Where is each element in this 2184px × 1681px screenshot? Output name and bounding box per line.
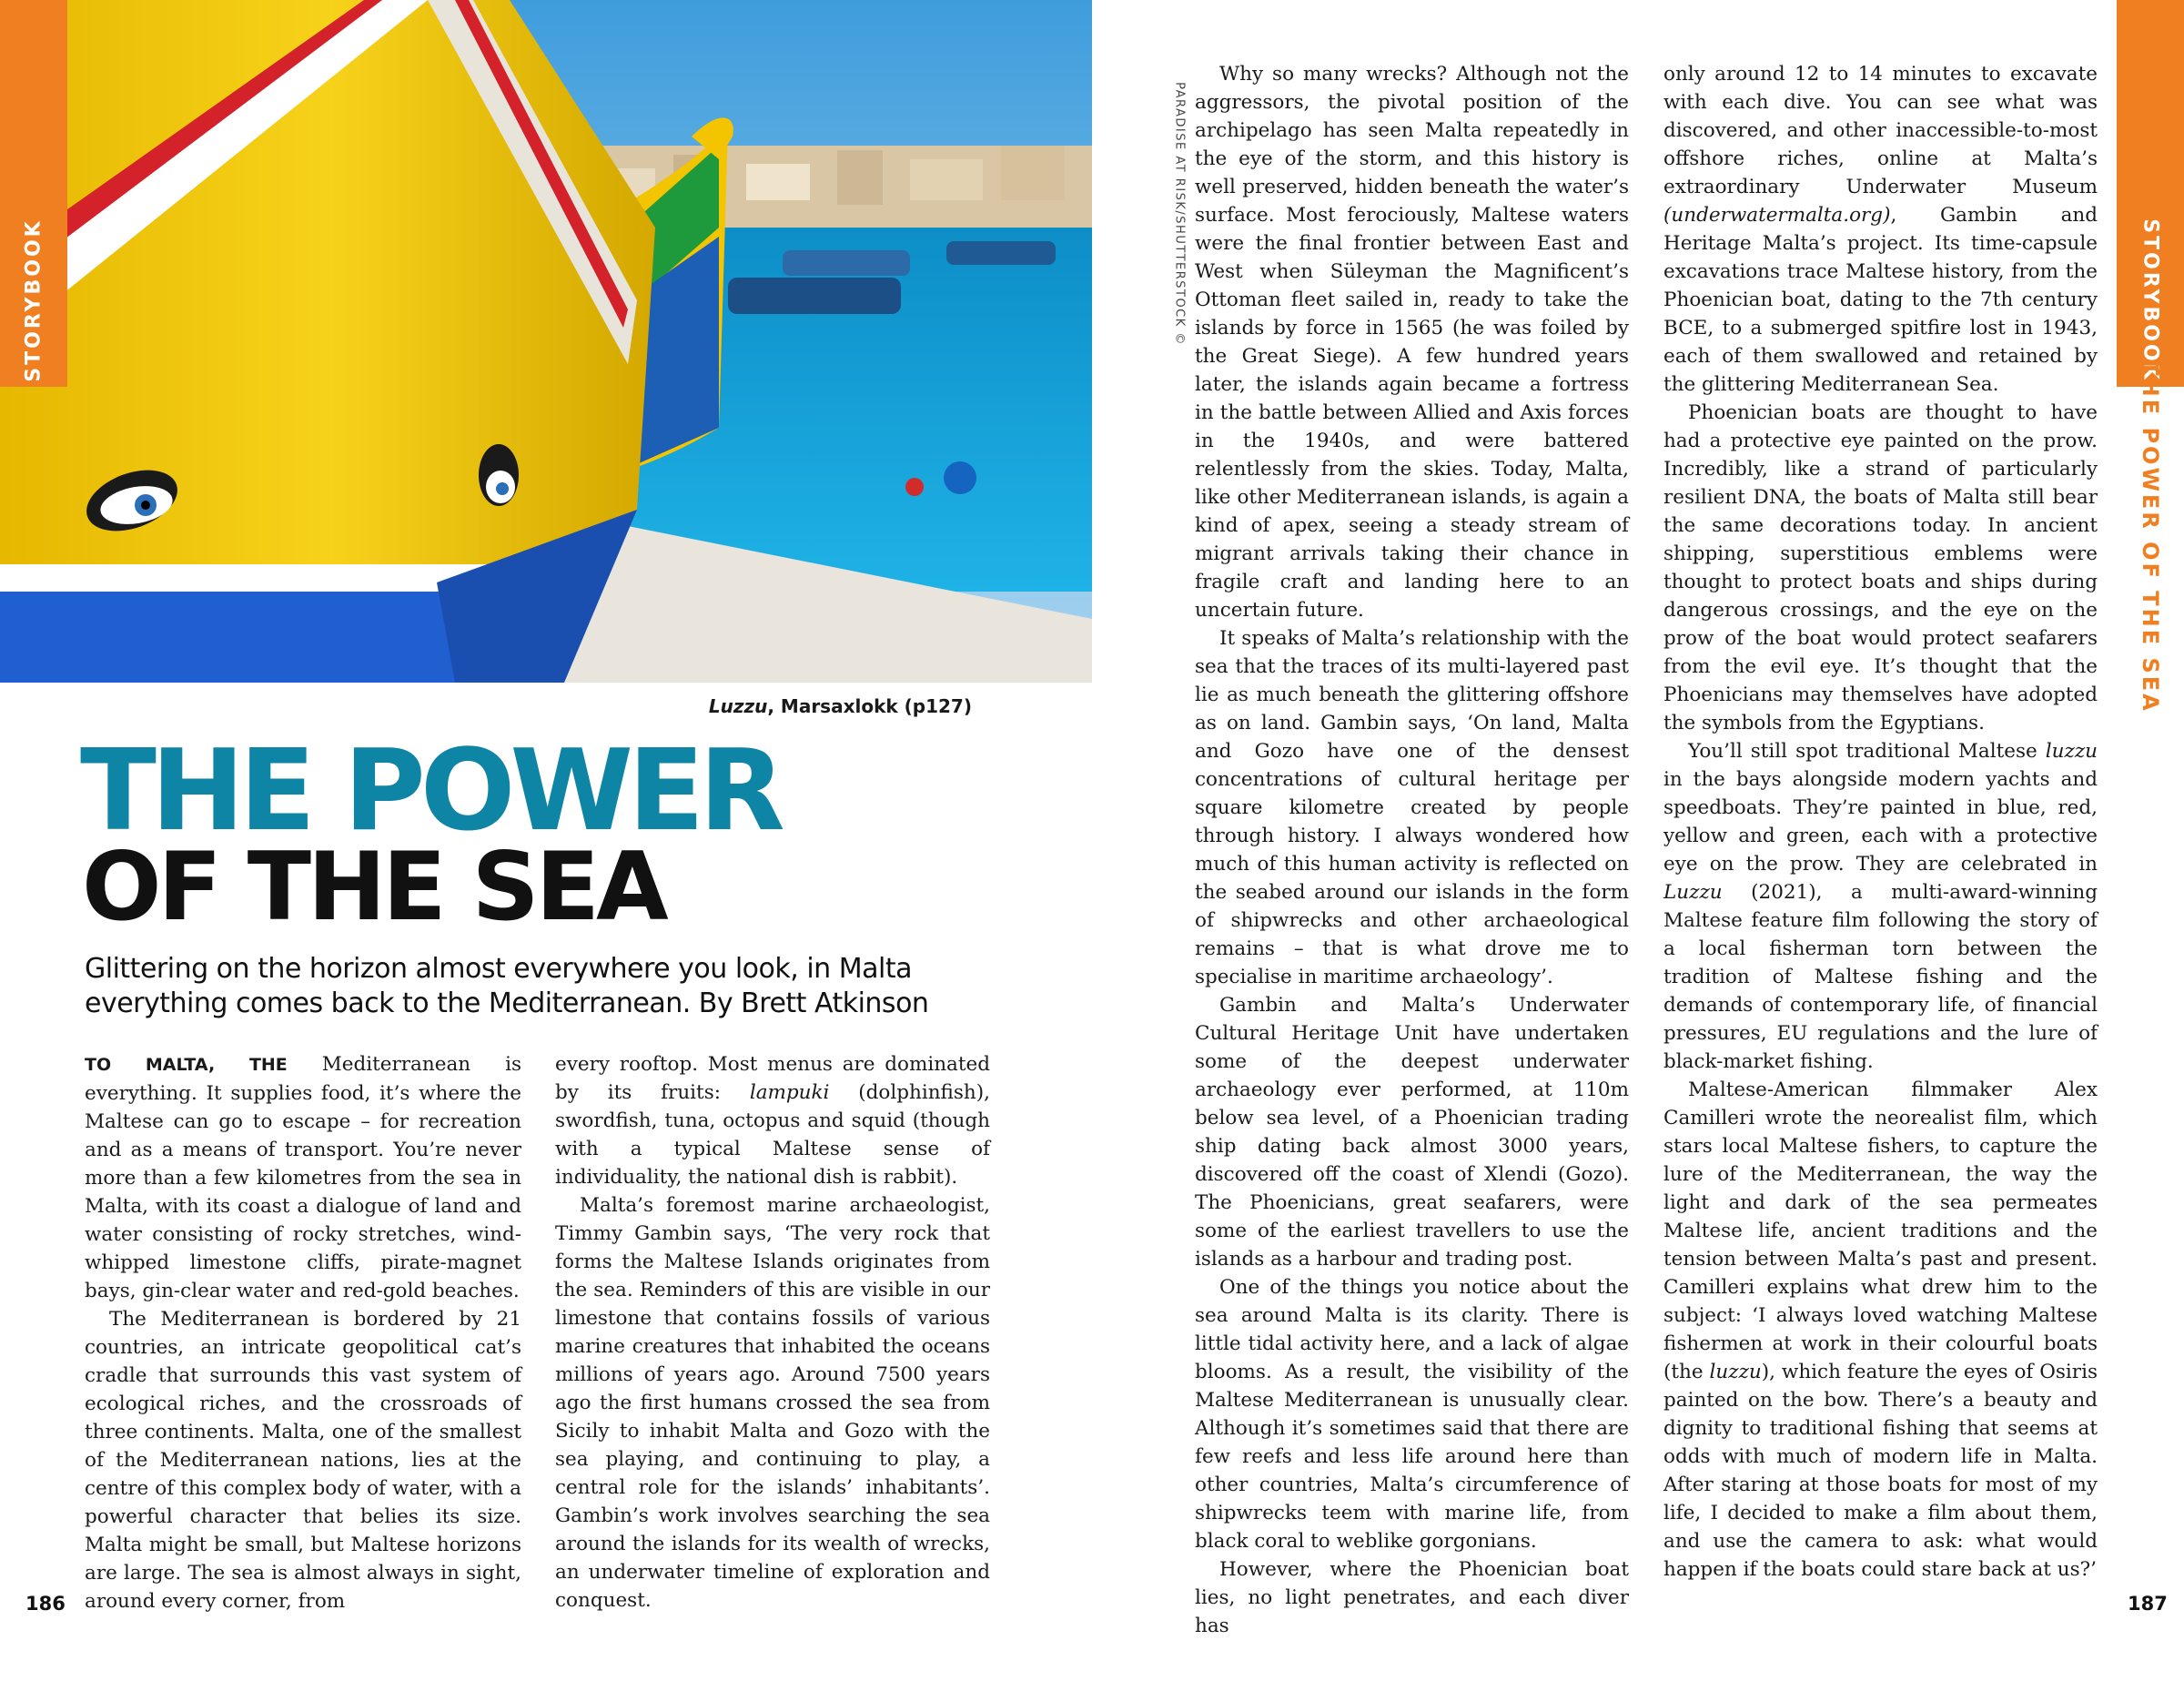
hero-photo [0, 0, 1092, 683]
italic-film-title: Luzzu [1663, 881, 1723, 904]
body-column-1 [85, 1050, 521, 1615]
section-tab-label: STORYBOOK [2138, 218, 2162, 382]
paragraph: Phoenician boats are thought to have had a protective eye painted on the prow. Incredibly, like a strand of particularly resilient DNA, the boats of Malta still bear the same decorations today. In ancient shipping, superstitious emblems were thought to protect boats and ships during dangerous crossings, and the eye on the prow of the boat would protect seafarers from the evil eye. It’s thought that the Phoenicians may themselves have adopted the symbols from the Egyptians. [1663, 401, 2098, 734]
article-title-line1: THE POWER [80, 726, 780, 856]
paragraph-text: You’ll still spot traditional Maltese [1688, 740, 2046, 763]
running-title: THE POWER OF THE SEA [2138, 360, 2163, 714]
page-number-left: 186 [25, 1593, 66, 1615]
italic-url: (underwatermalta.org) [1663, 204, 1891, 227]
section-tab-right [2117, 0, 2184, 387]
italic-term: luzzu [1709, 1361, 1762, 1383]
paragraph-text: only around 12 to 14 minutes to excavate with each dive. You can see what was discovered, and other inaccessible-to-most offshore riches, online at Malta’s extraordinary Underwater Museum [1663, 63, 2098, 198]
paragraph [555, 1050, 990, 1191]
paragraph: Gambin and Malta’s Underwater Cultural Heritage Unit have undertaken some of the deepest underwater archaeology ever performed, at 110m below sea level, of a Phoenician trading ship dating back almost 3000 years, discovered off the coast of Xlendi (Gozo). The Phoenicians, great seafarers, were some of the earliest travellers to use the islands as a harbour and trading post. [1195, 994, 1629, 1271]
paragraph: However, where the Phoenician boat lies, no light penetrates, and each diver has [1195, 1558, 1629, 1637]
standfirst: Glittering on the horizon almost everywhere you look, in Malta everything comes back to the Mediterranean. By Brett Atkinson [85, 953, 929, 1019]
caption-italic: Luzzu [708, 695, 768, 717]
paragraph: It speaks of Malta’s relationship with the sea that the traces of its multi-layered past lie as much beneath the glittering offshore as on land. Gambin says, ‘On land, Malta and Gozo have one of the densest concentrations of cultural heritage per square kilometre created by people through history. I always wondered how much of this human activity is reflected on the seabed around our islands in the form of shipwrecks and other archaeological remains – that is what drove me to specialise in maritime archaeology’. [1195, 627, 1629, 988]
paragraph [1663, 737, 2098, 1076]
run-in-lead: TO MALTA, THE [85, 1055, 288, 1075]
body-column-2 [555, 1050, 990, 1615]
body-column-4 [1663, 60, 2098, 1584]
paragraph-text: (dolphinfish), swordfish, tuna, octopus and squid (though with a typical Maltese sense of individuality, the national dish is rabbit). [555, 1081, 990, 1189]
paragraph: Malta’s foremost marine archaeologist, Timmy Gambin says, ‘The very rock that forms the Maltese Islands originates from the sea. Reminders of this are visible in our limestone that contains fossils of various marine creatures that inhabited the oceans millions of years ago. Around 7500 years ago the first humans crossed the sea from Sicily to inhabit Malta and Gozo with the sea playing, and continuing to play, a central role for the islands’ inhabitants’. Gambin’s work involves searching the sea around the islands for its wealth of wrecks, an underwater timeline of exploration and conquest. [555, 1194, 990, 1612]
photo-caption [709, 695, 972, 717]
luzzu-boat-image [0, 0, 1092, 683]
paragraph: One of the things you notice about the sea around Malta is its clarity. There is little tidal activity here, and a lack of algae blooms. As a result, the visibility of the Maltese Mediterranean is unusually clear. Although it’s sometimes said that there are few reefs and less life around here than other countries, Malta’s circumference of shipwrecks teem with marine life, from black coral to weblike gorgonians. [1195, 1276, 1629, 1553]
paragraph [1663, 60, 2098, 399]
italic-term: lampuki [749, 1081, 830, 1104]
body-column-3 [1195, 60, 1629, 1640]
section-tab-label: STORYBOOK [22, 218, 46, 382]
paragraph-text: in the bays alongside modern yachts and speedboats. They’re painted in blue, red, yellow and green, each with a protective eye on the prow. They are celebrated in [1663, 768, 2098, 876]
paragraph-text: (2021), a multi-award-winning Maltese feature film following the story of a local fisherman torn between the tradition of Maltese fishing and the demands of contemporary life, of financial pressures, EU regulations and the lure of black-market fishing. [1663, 881, 2098, 1073]
italic-term: luzzu [2045, 740, 2098, 763]
page-number-right: 187 [2128, 1593, 2168, 1615]
paragraph [85, 1050, 521, 1305]
paragraph-text: ), which feature the eyes of Osiris painted on the bow. There’s a beauty and dignity to traditional fishing that seems at odds with much of modern life in Malta. After staring at those boats for most of my life, I decided to make a film about them, and use the camera to ask: what would happen if the boats could stare back at us?’ [1663, 1361, 2098, 1581]
paragraph-text: every rooftop. Most menus are dominated by its fruits: [555, 1053, 990, 1104]
paragraph-text: , Gambin and Heritage Malta’s project. Its time-capsule excavations trace Maltese history, from the Phoenician boat, dating to the 7th century BCE, to a submerged spitfire lost in 1943, each of them swallowed and retained by the glittering Mediterranean Sea. [1663, 204, 2098, 396]
caption-text: , Marsaxlokk (p127) [767, 695, 972, 717]
article-title-line2: OF THE SEA [82, 833, 665, 942]
paragraph-text: Mediterranean is everything. It supplies food, it’s where the Maltese can go to escape – for recreation and as a means of transport. You’re never more than a few kilometres from the sea in Malta, with its coast a dialogue of land and water consisting of rocky stretches, wind-whipped limestone cliffs, pirate-magnet bays, gin-clear water and red-gold beaches. [85, 1053, 521, 1302]
photo-credit: PARADISE AT RISK/SHUTTERSTOCK © [1172, 82, 1187, 346]
paragraph: Why so many wrecks? Although not the aggressors, the pivotal position of the archipelago has seen Malta repeatedly in the eye of the storm, and this history is well preserved, hidden beneath the water’s surface. Most ferociously, Maltese waters were the final frontier between East and West when Süleyman the Magnificent’s Ottoman fleet sailed in, ready to take the islands by force in 1565 (he was foiled by the Great Siege). A few hundred years later, the islands again became a fortress in the battle between Allied and Axis forces in the 1940s, and were battered relentlessly from the skies. Today, Malta, like other Mediterranean islands, is again a kind of apex, seeing a steady stream of migrant arrivals taking their chance in fragile craft and landing here to an uncertain future. [1195, 63, 1629, 622]
section-tab-left [0, 0, 67, 387]
paragraph [1663, 1076, 2098, 1584]
paragraph-text: Maltese-American filmmaker Alex Camilleri wrote the neorealist film, which stars local Maltese fishers, to capture the lure of the Mediterranean, the way the light and dark of the sea permeates Maltese life, ancient traditions and the tension between Malta’s past and present. Camilleri explains what drew him to the subject: ‘I always loved watching Maltese fishermen at work in their colourful boats (the [1663, 1078, 2098, 1383]
paragraph: The Mediterranean is bordered by 21 countries, an intricate geopolitical cat’s cradle that surrounds this vast system of ecological riches, and the crossroads of three continents. Malta, one of the smallest of the Mediterranean nations, lies at the centre of this complex body of water, with a powerful character that belies its size. Malta might be small, but Maltese horizons are large. The sea is almost always in sight, around every corner, from [85, 1308, 521, 1613]
